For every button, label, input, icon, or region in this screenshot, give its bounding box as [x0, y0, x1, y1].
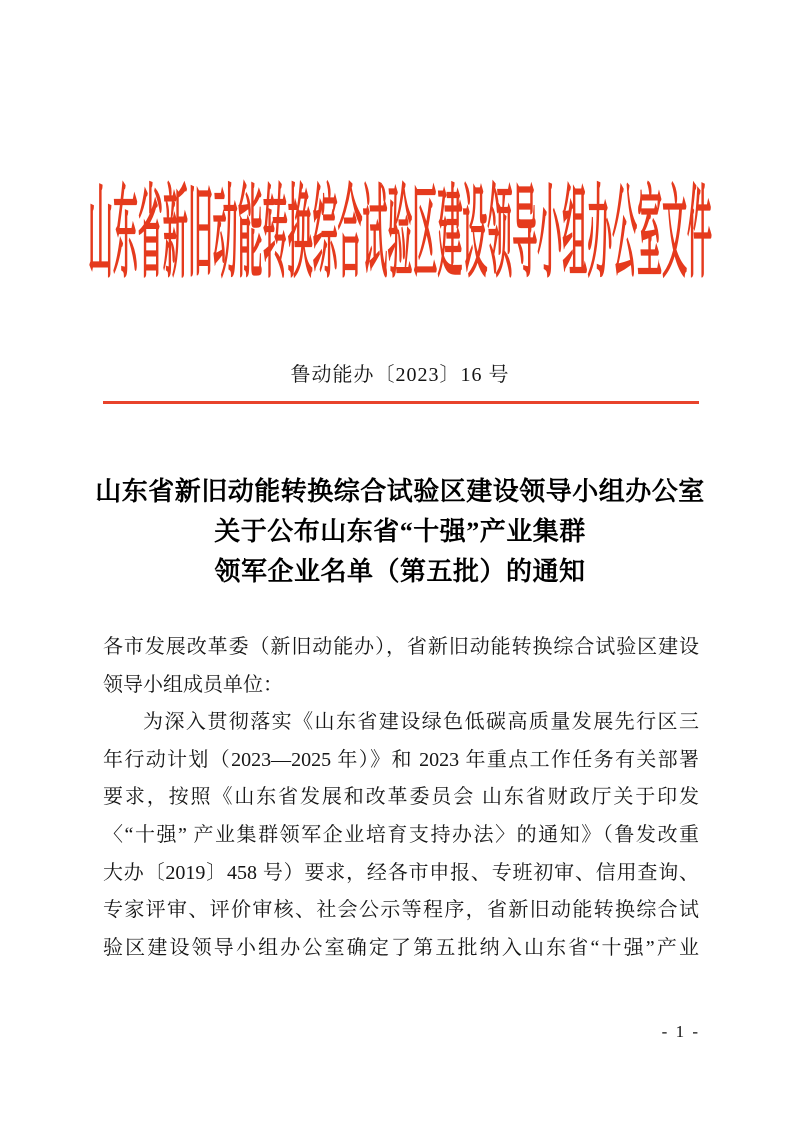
- document-title: [0, 472, 800, 592]
- body-text: [103, 629, 699, 967]
- body-line: 为深入贯彻落实《山东省建设绿色低碳高质量发展先行区三: [143, 711, 699, 734]
- issuing-org-title: 山东省新旧动能转换综合试验区建设领导小组办公室文件: [88, 176, 712, 291]
- body-line: 验区建设领导小组办公室确定了第五批纳入山东省“十强”产业: [103, 936, 699, 959]
- body-line: 要求，按照《山东省发展和改革委员会 山东省财政厅关于印发: [103, 786, 699, 809]
- title-line-1: 山东省新旧动能转换综合试验区建设领导小组办公室: [95, 477, 705, 506]
- document-number: 鲁动能办〔2023〕16 号: [290, 364, 510, 386]
- salutation-line: 领导小组成员单位：: [103, 673, 283, 696]
- title-line-3: 领军企业名单（第五批）的通知: [214, 557, 586, 586]
- body-line: 年行动计划（2023—2025 年）》和 2023 年重点工作任务有关部署: [103, 748, 699, 771]
- salutation-line: 各市发展改革委（新旧动能办），省新旧动能转换综合试验区建设: [103, 636, 699, 658]
- body-line: 大办〔2019〕458 号）要求，经各市申报、专班初审、信用查询、: [103, 861, 699, 884]
- red-header-banner: [0, 176, 800, 291]
- body-line: 专家评审、评价审核、社会公示等程序，省新旧动能转换综合试: [103, 899, 699, 922]
- red-rule-divider: [103, 401, 699, 404]
- body-line: 〈“十强” 产业集群领军企业培育支持办法〉的通知》（鲁发改重: [103, 823, 699, 846]
- title-line-2: 关于公布山东省“十强”产业集群: [214, 517, 586, 546]
- page-number: - 1 -: [661, 1022, 700, 1041]
